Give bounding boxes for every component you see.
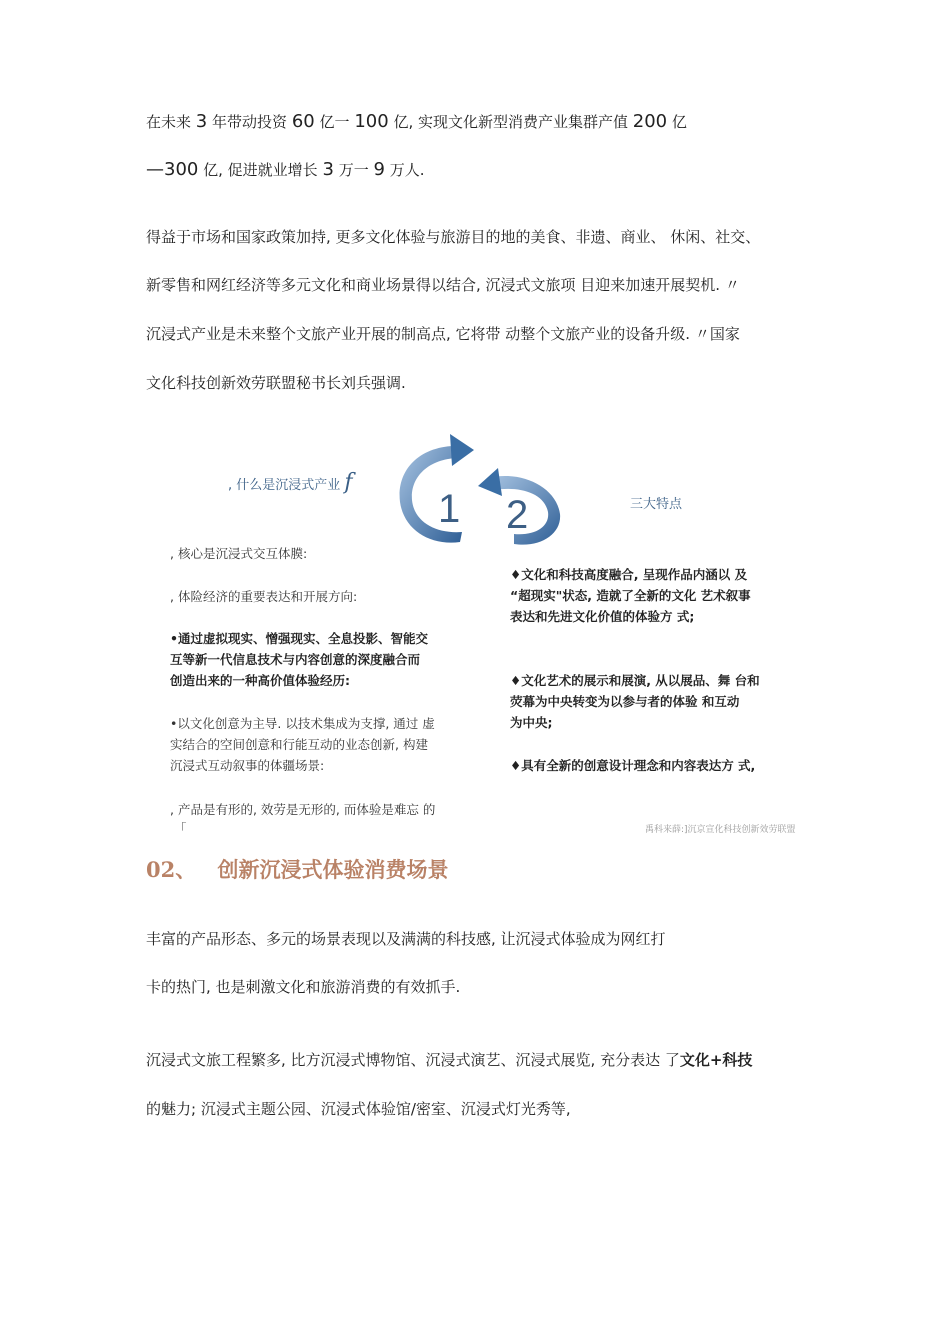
left-item-1: , 核心是沉浸式交互体膜: [170,546,308,561]
paragraph-3-line-2: 文化科技创新效劳联盟秘书长刘兵强调. [146,374,406,392]
diagram-number-1: 1 [438,487,461,531]
emphasis-text: 文化+科技 [679,1051,753,1069]
text-segment: 万一 [338,161,369,179]
body-p1-line-1: 丰富的产品形态、多元的场景表现以及满满的科技感, 让沉浸式体验成为网红打 [146,930,666,948]
diagram-left-title [228,472,353,496]
right-item-3: ♦具有全新的创意设计理念和内容表达方 式, [510,758,756,773]
left-item-5-line-1: , 产品是有形的, 效劳是无形的, 而体验是难忘 的 [170,802,436,817]
right-item-1-line-2: “超现实"状态, 造就了全新的文化 艺术叙事 [510,588,751,603]
section-number: 02、 [146,857,197,882]
body-p1-line-2: 卡的热门, 也是刺激文化和旅游消费的有效抓手. [146,978,461,996]
left-item-3-line-1: •通过虚拟现实、憎强现实、全息投影、智能交 [170,631,428,646]
arrow-head-left [450,434,474,466]
paragraph-2-line-1: 得益于市场和国家政策加持, 更多文化体验与旅游目的地的美食、非遗、商业、 休闲、社交、 [146,228,761,246]
right-item-2-line-1: ♦文化艺术的展示和展演, 从以展品、舞 台和 [510,673,760,688]
text-segment: 沉浸式文旅工程繁多, 比方沉浸式博物馆、沉浸式演艺、沉浸式展览, 充分表达 了 [146,1051,680,1069]
right-item-1-line-3: 表达和先进文化价值的体验方 式; [510,609,695,624]
intro-line-2 [146,160,425,180]
right-item-1-line-1: ♦文化和科技高度融合, 呈现作品内涵以 及 [510,567,748,582]
number: 200 [632,111,668,132]
left-item-5-line-2: 「 [174,821,187,836]
number: 3 [195,111,208,132]
diagram-source-caption: 禹科来薛:]沉京宣化科技创新效劳联盟 [645,825,796,835]
text-segment: 亿一 [319,113,350,131]
right-item-2-line-3: 为中央; [510,715,553,730]
left-item-3-line-2: 互等新一代信息技术与内容创意的深度融合而 [170,652,421,667]
body-p2-line-2: 的魅力; 沉浸式主题公园、沉浸式体验馆/密室、沉浸式灯光秀等, [146,1100,571,1118]
left-title-mark: f [344,470,353,495]
left-item-3-line-3: 创造出来的一种高价值体验经历: [170,673,350,688]
text-segment: 年带动投资 [212,113,288,131]
left-item-4-line-2: 实结合的空间创意和行能互动的业态创新, 构建 [170,737,428,752]
number: 100 [354,111,389,132]
text-segment: 在未来 [146,113,192,131]
left-title-text: , 什么是沉浸式产业 [228,478,341,493]
text-segment: 亿, 促进就业增长 [203,161,318,179]
arrow-head-right [478,468,502,496]
text-segment: 亿, 实现文化新型消费产业集群产值 [393,113,628,131]
left-item-4-line-1: •以文化创意为主导. 以技术集成为支撑, 通过 虚 [170,716,435,731]
diagram-number-2: 2 [506,493,529,537]
paragraph-3-line-1: 沉浸式产业是未来整个文旅产业开展的制高点, 它将带 动整个文旅产业的设备升级. 〃国家 [146,325,740,343]
section-title: 创新沉浸式体验消费场景 [217,857,449,882]
text-segment: 亿 [671,113,687,131]
left-item-4-line-3: 沉浸式互动叙事的体疆场景: [170,758,325,773]
intro-line-1 [146,112,687,132]
text-segment: 万人. [389,161,425,179]
right-item-2-line-2: 荧幕为中央转变为以参与者的体验 和互动 [510,694,740,709]
section-heading [146,854,449,884]
left-item-2: , 体险经济的重要表达和开展方向: [170,589,358,604]
number: —300 [146,159,199,180]
paragraph-2-line-2: 新零售和网红经济等多元文化和商业场景得以结合, 沉浸式文旅项 目迎来加速开展契机. 〃 [146,276,740,294]
diagram-right-title: 三大特点 [630,497,683,512]
cycle-arrows-graphic [390,430,570,550]
number: 9 [373,159,385,180]
body-p2-line-1 [146,1050,752,1070]
number: 3 [322,159,334,180]
number: 60 [291,111,315,132]
